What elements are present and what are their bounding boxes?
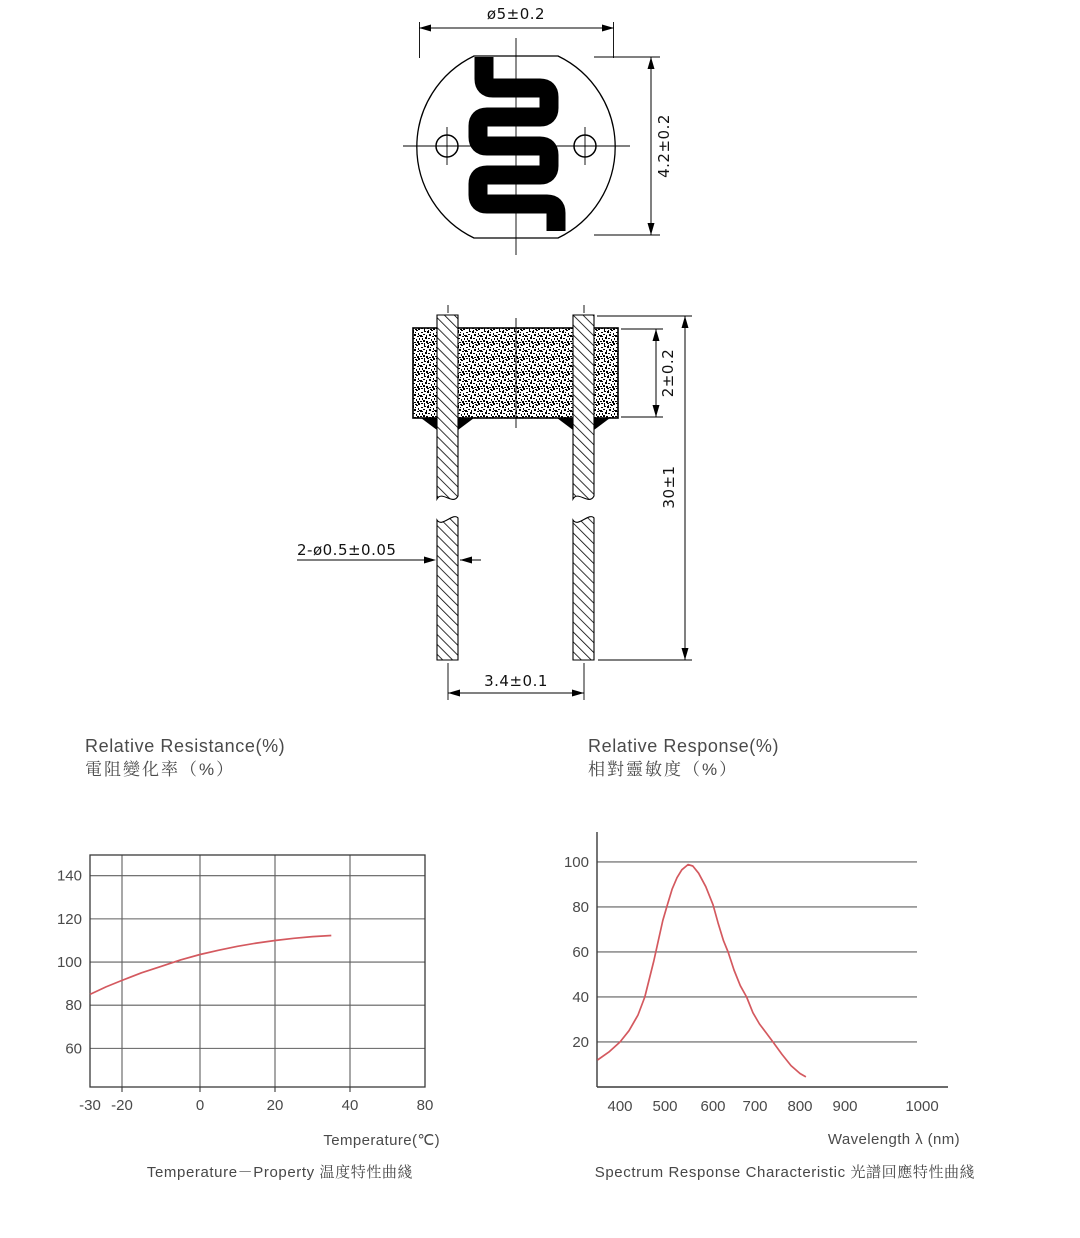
spectrum-chart-caption: Spectrum Response Characteristic 光譜回應特性曲綫 <box>594 1164 976 1181</box>
x-tick-label: 900 <box>832 1098 858 1115</box>
dim-pitch-label: 3.4±0.1 <box>484 672 548 690</box>
data-curve-relative-resistance <box>90 936 331 995</box>
x-tick-label: 80 <box>416 1097 434 1114</box>
lead-left-upper <box>437 315 458 499</box>
lead-left-lower <box>437 517 458 660</box>
temp-chart-caption: Temperature－Property 温度特性曲綫 <box>146 1164 414 1181</box>
spectrum-chart-title-en: Relative Response(%) <box>588 736 780 756</box>
x-tick-label: -30 <box>79 1097 101 1114</box>
y-tick-label: 100 <box>56 954 82 972</box>
dim-height-label: 4.2±0.2 <box>655 114 673 178</box>
side-view <box>413 305 618 660</box>
y-tick-label: 140 <box>56 867 82 885</box>
plot-border <box>90 855 425 1087</box>
temp-chart-title <box>85 735 285 781</box>
spectrum-response-chart <box>540 830 1000 1130</box>
x-tick-label: 800 <box>787 1098 813 1115</box>
x-tick-label: 700 <box>742 1098 768 1115</box>
lead-right-lower <box>573 517 594 660</box>
serpentine-track <box>478 57 556 231</box>
spectrum-chart-title <box>588 735 779 781</box>
spectrum-chart-title-zh: 相對靈敏度（%） <box>588 760 739 779</box>
x-tick-label: 0 <box>195 1097 205 1114</box>
y-tick-label: 120 <box>56 910 82 928</box>
y-tick-label: 100 <box>563 853 589 871</box>
x-tick-label: 400 <box>607 1098 633 1115</box>
x-tick-label: 40 <box>341 1097 359 1114</box>
y-tick-label: 80 <box>65 997 82 1015</box>
data-curve-relative-response <box>598 865 806 1077</box>
x-tick-label: 500 <box>652 1098 678 1115</box>
y-tick-label: 20 <box>572 1033 589 1051</box>
dim-length-label: 30±1 <box>660 465 678 509</box>
dim-diameter-label: ø5±0.2 <box>486 5 546 23</box>
temperature-property-chart <box>40 840 460 1130</box>
dim-thickness-label: 2±0.2 <box>659 348 677 398</box>
x-tick-label: 20 <box>266 1097 284 1114</box>
y-tick-label: 60 <box>572 943 589 961</box>
dim-lead-dia-label: 2-ø0.5±0.05 <box>297 541 397 559</box>
lead-right-upper <box>573 315 594 499</box>
y-tick-label: 60 <box>65 1040 82 1058</box>
y-tick-label: 80 <box>572 898 589 916</box>
temp-chart-title-zh: 電阻變化率（%） <box>85 760 236 779</box>
spectrum-chart-xlabel: Wavelength λ (nm) <box>827 1131 960 1148</box>
x-tick-label: 1000 <box>905 1098 939 1115</box>
temp-chart-xlabel: Temperature(℃) <box>323 1132 440 1149</box>
y-tick-label: 40 <box>572 988 589 1006</box>
x-tick-label: -20 <box>111 1097 133 1114</box>
temp-chart-title-en: Relative Resistance(%) <box>85 736 286 756</box>
x-tick-label: 600 <box>700 1098 726 1115</box>
